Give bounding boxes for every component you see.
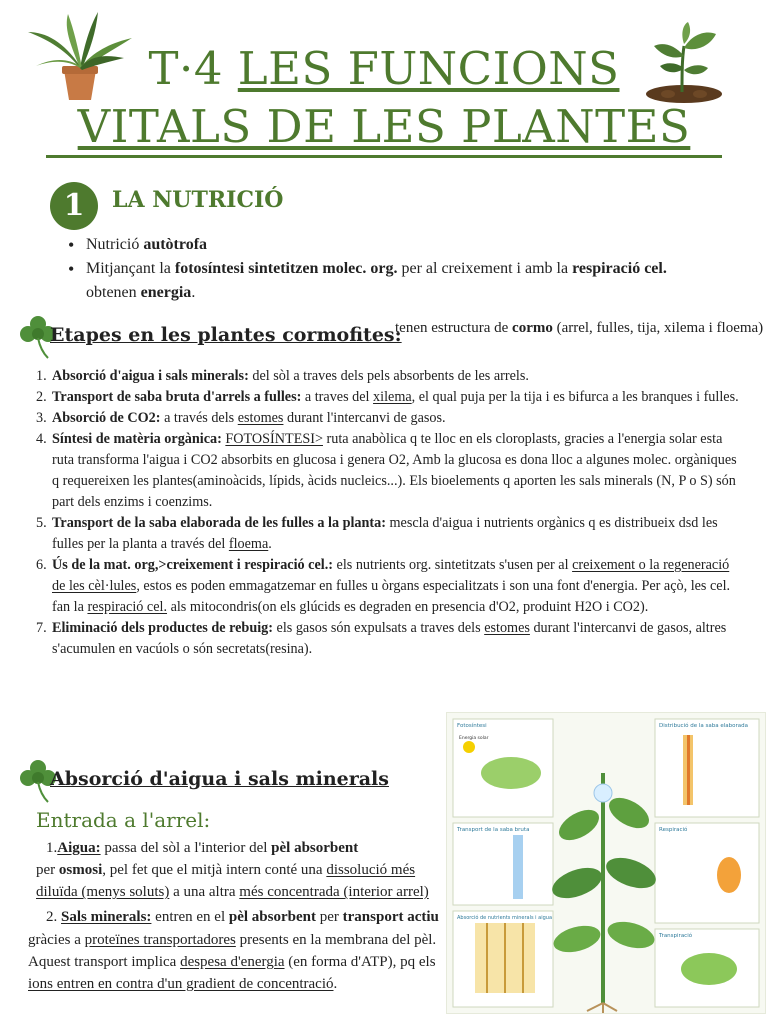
etapes-note	[395, 318, 765, 338]
text-run: 2.	[46, 909, 61, 925]
underlined-text: més concentrada (interior arrel)	[239, 884, 429, 900]
absorcio-heading: Absorció d'aigua i sals minerals	[50, 768, 389, 790]
text-run: els nutrients org. sintetitzats s'usen per al	[332, 557, 573, 573]
step-item	[36, 408, 741, 429]
bold-text: Absorció de CO2:	[52, 410, 161, 426]
sun-icon	[463, 741, 475, 753]
bold-text: Eliminació dels productes de rebuig:	[52, 620, 273, 636]
bold-text: energia	[140, 284, 192, 301]
step-item	[36, 366, 741, 387]
underlined-text: ions entren en contra d'un gradient de concentració	[28, 976, 334, 992]
label-panel1: Fotosíntesi	[457, 723, 487, 729]
steps-list	[36, 366, 741, 660]
etapes-heading: Etapes en les plantes cormofites:	[50, 324, 402, 346]
text-run: durant l'intercanvi de gasos, altres s'acumulen en vacúols o són secretats(resina).	[52, 620, 727, 657]
step-number: 4.	[36, 431, 47, 447]
text-run: gràcies a	[28, 932, 85, 948]
bold-text: Transport de la saba elaborada de les fulles a la planta:	[52, 515, 386, 531]
sals-paragraph-cont	[28, 929, 462, 995]
bold-text: cormo	[512, 320, 553, 336]
step-item	[36, 513, 741, 555]
label-panel3: Transport de la saba bruta	[457, 827, 530, 833]
text-run: entren en el	[151, 909, 229, 925]
underlined-text: proteïnes transportadores	[84, 932, 236, 948]
text-run: mescla d'aigua i nutrients orgànics q es distribueix dsd les fulles per la planta a través del	[52, 515, 718, 552]
underlined-text: xilema	[373, 389, 412, 405]
text-run: (arrel, fulles, tija, xilema i floema)	[552, 320, 764, 336]
text-run: als mitocondris(on els glúcids es degraden en presencia d'O2, produint H2O i CO2).	[167, 599, 649, 615]
page-title-line2: VITALS DE LES PLANTES	[77, 100, 691, 153]
text-run: (en forma d'ATP), pq els	[284, 954, 436, 970]
sals-paragraph	[46, 906, 446, 928]
text-run: els gasos són expulsats a traves dels	[272, 620, 485, 636]
text-run: tenen estructura de	[395, 320, 513, 336]
bold-text: Aigua:	[57, 840, 101, 856]
bullet-item	[64, 233, 704, 257]
text-run: .	[191, 284, 196, 301]
text-run: passa del sòl a l'interior del	[100, 840, 272, 856]
section-title: LA NUTRICIÓ	[112, 187, 284, 213]
text-run: Nutrició	[86, 236, 144, 253]
text-run: 1.	[46, 840, 58, 856]
text-run: , estos es poden emmagatzemar en fulles u òrgans especialitzats i son una font d'energia. Per açò, les cel. fan la	[52, 578, 731, 615]
bold-text: transport actiu	[342, 909, 439, 925]
title-prefix: T·4	[148, 42, 238, 95]
bold-text: Absorció d'aigua i sals minerals:	[52, 368, 249, 384]
text-run: durant l'intercanvi de gasos.	[283, 410, 446, 426]
underlined-text: creixement o la regeneració de les cèl·lules	[52, 557, 730, 594]
plant-functions-diagram	[446, 712, 766, 1014]
text-run: , el qual puja per la tija i es bifurca a les branques i fulles.	[411, 389, 739, 405]
step-item	[36, 429, 741, 513]
underlined-text: floema	[228, 536, 269, 552]
text-run: a través dels	[160, 410, 238, 426]
bold-text: osmosi	[58, 862, 103, 878]
entrada-subheading: Entrada a l'arrel:	[36, 808, 211, 832]
text-run: Mitjançant la	[86, 260, 175, 277]
text-run: .	[333, 976, 338, 992]
step-number: 2.	[36, 389, 47, 405]
step-number: 5.	[36, 515, 47, 531]
bold-text: pèl absorbent	[271, 840, 359, 856]
step-number: 3.	[36, 410, 47, 426]
underlined-text: despesa d'energia	[180, 954, 285, 970]
label-panel2: Distribució de la saba elaborada	[659, 723, 748, 729]
nutrition-bullets	[64, 233, 704, 305]
bold-text: Transport de saba bruta d'arrels a fulles:	[52, 389, 302, 405]
diagram-svg	[447, 713, 765, 1013]
bold-text: Síntesi de matèria orgànica:	[52, 431, 222, 447]
bold-text: Sals minerals:	[61, 909, 152, 925]
text-run: presents en la membrana del pèl. Aquest transport implica	[28, 932, 437, 970]
bold-text: respiració cel.	[572, 260, 667, 277]
aigua-paragraph	[46, 837, 446, 859]
text-run: obtenen	[86, 284, 141, 301]
step-item	[36, 618, 741, 660]
text-run: per al creixement i amb la	[397, 260, 573, 277]
bold-text: autòtrofa	[143, 236, 208, 253]
text-run: per	[36, 862, 59, 878]
label-panel4: Respiració	[659, 827, 688, 833]
step-item	[36, 555, 741, 618]
bold-text: Ús de la mat. org,>creixement i respiració cel.:	[52, 557, 333, 573]
step-number: 1.	[36, 368, 47, 384]
text-run: a una altra	[169, 884, 240, 900]
label-panel5: Absorció de nutrients minerals i aigua	[457, 915, 553, 921]
text-run: .	[268, 536, 272, 552]
step-item	[36, 387, 741, 408]
label-panel6: Transpiració	[659, 933, 693, 939]
underlined-text: estomes	[484, 620, 530, 636]
step-number: 7.	[36, 620, 47, 636]
bullet-item	[64, 257, 704, 305]
aigua-paragraph-cont	[36, 859, 446, 903]
svg-text:Energia solar: Energia solar	[459, 736, 489, 741]
text-run: a traves del	[301, 389, 374, 405]
title-underlined: LES FUNCIONS	[237, 42, 620, 95]
text-run: ruta anabòlica q te lloc en els cloroplasts, gracies a l'energia solar esta ruta transforma l'aigua i CO2 absorbits en glucosa i genera O2, Amb la glucosa es dona lloc a algunes molec. orgàniques q requereixen les plantes(aminoàcids, lípids, àcids nucleics...). Els bioelements q aporten les sals minerals (N, P o S) són part dels enzims i coenzims.	[52, 431, 737, 510]
bold-text: fotosíntesi sintetitzen molec. org.	[174, 260, 398, 277]
underlined-text: FOTOSÍNTESI>	[225, 431, 323, 447]
title-underline	[46, 155, 722, 158]
bold-text: pèl absorbent	[228, 909, 316, 925]
text-run: del sòl a traves dels pels absorbents de les arrels.	[248, 368, 529, 384]
underlined-text: dissolució més diluïda (menys soluts)	[36, 862, 416, 900]
underlined-text: respiració cel.	[87, 599, 168, 615]
step-number: 6.	[36, 557, 47, 573]
underlined-text: estomes	[237, 410, 284, 426]
page-title-line1	[0, 42, 768, 95]
section-number-badge: 1	[50, 182, 98, 230]
text-run: per	[315, 909, 343, 925]
text-run: , pel fet que el mitjà intern conté una	[102, 862, 327, 878]
